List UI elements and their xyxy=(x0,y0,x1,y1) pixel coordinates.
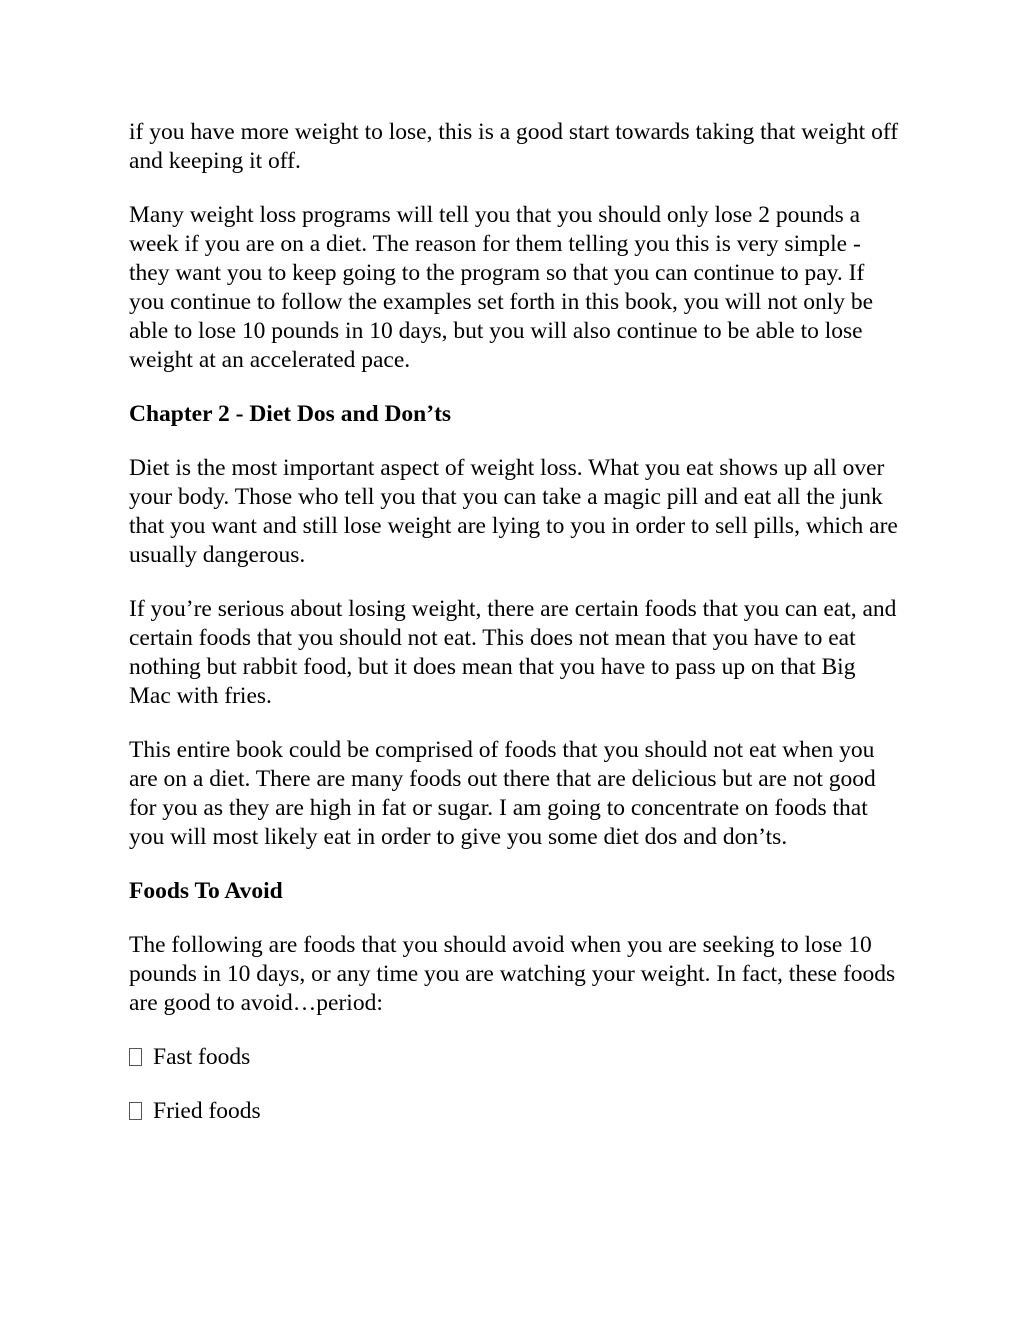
missing-glyph-box-icon xyxy=(129,1048,142,1066)
document-page xyxy=(129,118,899,1151)
chapter-heading: Chapter 2 - Diet Dos and Don’ts xyxy=(129,401,452,427)
paragraph-diet-importance: Diet is the most important aspect of weight loss. What you eat shows up all over your body. Those who tell you that you can take a magic pill and eat all the junk that you want and still lose weight are lying to you in order to sell pills, which are usually dangerous. xyxy=(129,455,898,568)
paragraph-foods-to-avoid-intro: The following are foods that you should avoid when you are seeking to lose 10 pounds in 10 days, or any time you are watching your weight. In fact, these foods are good to avoid…period: xyxy=(129,932,896,1016)
paragraph-weight-loss-programs: Many weight loss programs will tell you that you should only lose 2 pounds a week if you are on a diet. The reason for them telling you this is very simple - they want you to keep going to the program so that you can continue to pay. If you continue to follow the examples set forth in this book, you will not only be able to lose 10 pounds in 10 days, but you will also continue to be able to lose weight at an accelerated pace. xyxy=(129,202,874,373)
paragraph-serious-weight-loss: If you’re serious about losing weight, there are certain foods that you can eat, and certain foods that you should not eat. This does not mean that you have to eat nothing but rabbit food, but it does mean that you have to pass up on that Big Mac with fries. xyxy=(129,596,897,709)
paragraph-intro: if you have more weight to lose, this is a good start towards taking that weight off and keeping it off. xyxy=(129,119,899,174)
section-heading-foods-to-avoid: Foods To Avoid xyxy=(129,878,283,904)
paragraph-foods-not-to-eat: This entire book could be comprised of foods that you should not eat when you are on a diet. There are many foods out there that are delicious but are not good for you as they are high in fat or sugar. I am going to concentrate on foods that you will most likely eat in order to give you some diet dos and don’ts. xyxy=(129,737,876,850)
list-item-label: Fast foods xyxy=(153,1044,251,1070)
list-item xyxy=(129,1043,899,1072)
list-item-label: Fried foods xyxy=(153,1098,261,1124)
list-item xyxy=(129,1097,899,1126)
missing-glyph-box-icon xyxy=(129,1102,142,1120)
